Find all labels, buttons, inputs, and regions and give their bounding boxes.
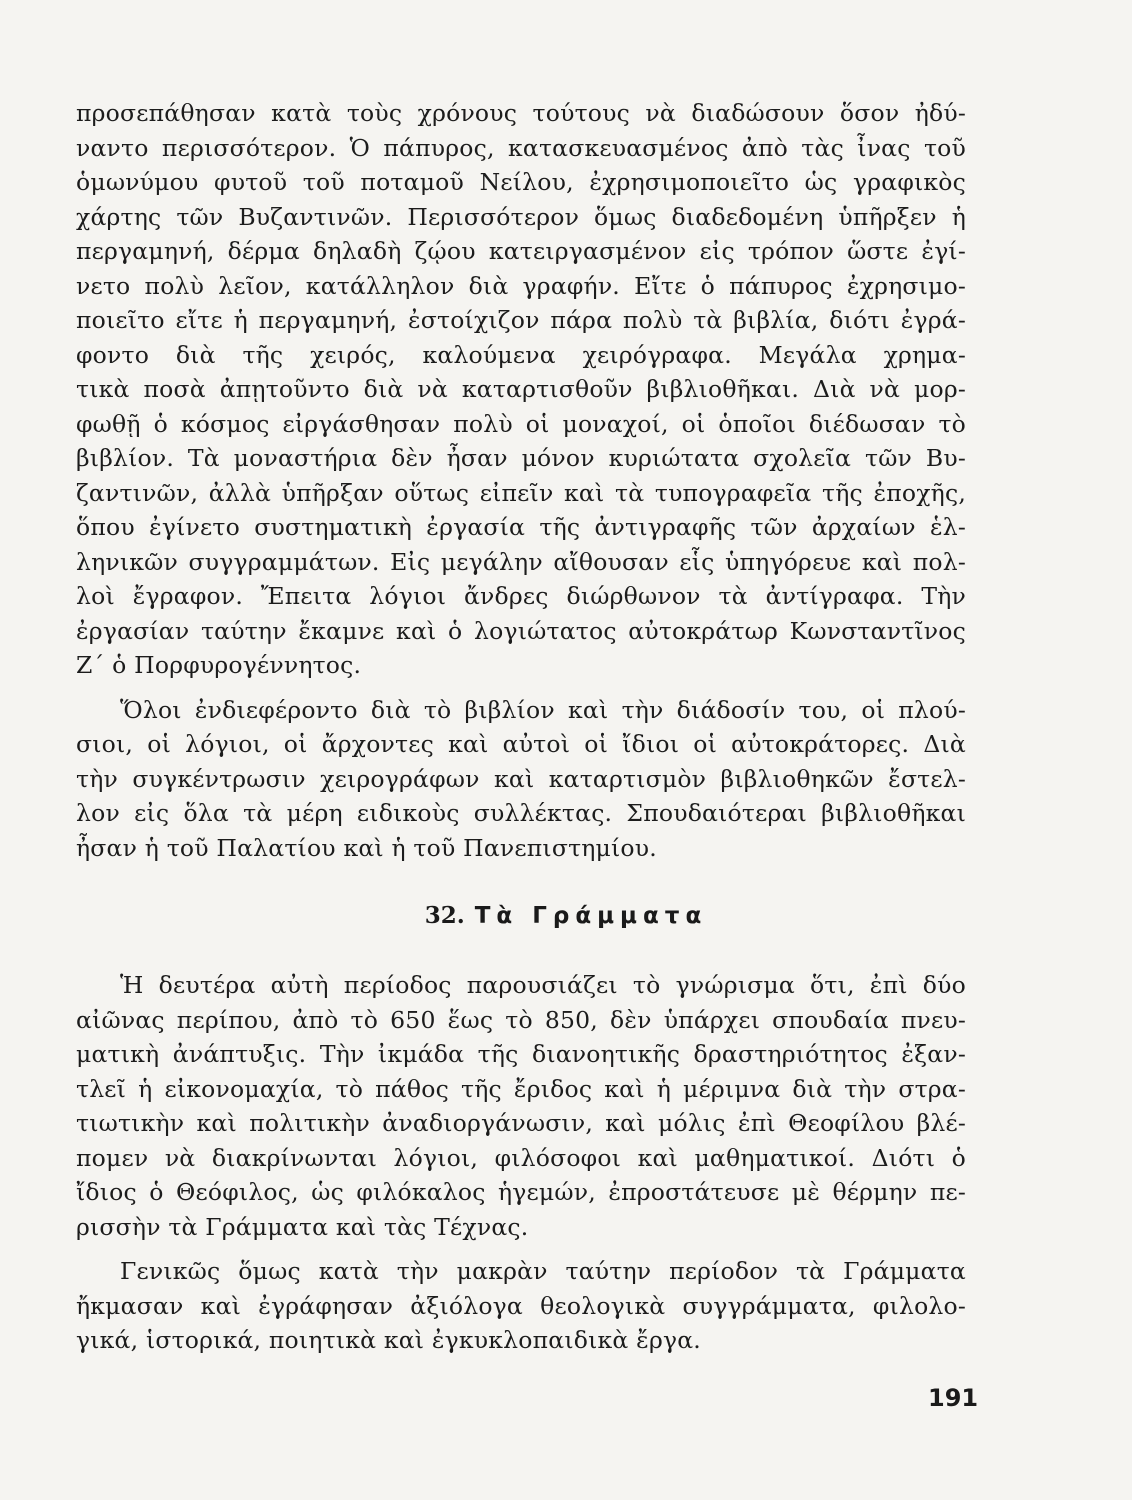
text-line: τλεῖ ἡ εἰκονομαχία, τὸ πάθος τῆς ἔριδος καὶ ἡ μέριμνα διὰ τὴν στρα- — [76, 1074, 966, 1103]
text-line: αἰῶνας περίπου, ἀπὸ τὸ 650 ἕως τὸ 850, δὲν ὑπάρχει σπουδαία πνευ- — [76, 1005, 966, 1034]
text-line: περγαμηνή, δέρμα δηλαδὴ ζῴου κατειργασμένον εἰς τρόπον ὥστε ἐγί- — [76, 237, 966, 265]
text-line: προσεπάθησαν κατὰ τοὺς χρόνους τούτους νὰ διαδώσουν ὅσον ἠδύ- — [76, 99, 966, 127]
text-line: νετο πολὺ λεῖον, κατάλληλον διὰ γραφήν. Εἴτε ὁ πάπυρος ἐχρησιμο- — [76, 271, 966, 300]
paragraph-2 — [76, 693, 966, 866]
text-line: ληνικῶν συγγραμμάτων. Εἰς μεγάλην αἴθουσαν εἷς ὑπηγόρευε καὶ πολ- — [76, 547, 966, 576]
text-line: ματικὴ ἀνάπτυξις. Τὴν ἰκμάδα τῆς διανοητικῆς δραστηριότητος ἐξαν- — [76, 1040, 966, 1068]
text-line: Ἡ δευτέρα αὐτὴ περίοδος παρουσιάζει τὸ γνώρισμα ὅτι, ἐπὶ δύο — [120, 971, 966, 999]
text-line: ἦσαν ἡ τοῦ Παλατίου καὶ ἡ τοῦ Πανεπιστημίου. — [76, 833, 657, 862]
text-line: χάρτης τῶν Βυζαντινῶν. Περισσότερον ὅμως διαδεδομένη ὑπῆρξεν ἡ — [76, 202, 966, 231]
text-line: ὅπου ἐγίνετο συστηματικὴ ἐργασία τῆς ἀντιγραφῆς τῶν ἀρχαίων ἑλ- — [76, 513, 966, 541]
text-line: τικὰ ποσὰ ἀπῃτοῦντο διὰ νὰ καταρτισθοῦν βιβλιοθῆκαι. Διὰ νὰ μορ- — [76, 375, 966, 403]
section-number: 32. — [424, 902, 465, 929]
section-title: Τὰ Γράμματα — [474, 903, 708, 929]
text-line: λον εἰς ὅλα τὰ μέρη ειδικοὺς συλλέκτας. Σπουδαιότεραι βιβλιοθῆκαι — [76, 799, 966, 827]
text-line: ζαντινῶν, ἀλλὰ ὑπῆρξαν οὕτως εἰπεῖν καὶ τὰ τυπογραφεῖα τῆς ἐποχῆς, — [76, 478, 966, 507]
text-line: ἐργασίαν ταύτην ἔκαμνε καὶ ὁ λογιώτατος αὐτοκράτωρ Κωνσταντῖνος — [76, 616, 966, 645]
text-line: πομεν νὰ διακρίνωνται λόγιοι, φιλόσοφοι καὶ μαθηματικοί. Διότι ὁ — [76, 1143, 966, 1172]
text-line: ὁμωνύμου φυτοῦ τοῦ ποταμοῦ Νείλου, ἐχρησιμοποιεῖτο ὡς γραφικὸς — [76, 168, 966, 196]
text-line: ρισσὴν τὰ Γράμματα καὶ τὰς Τέχνας. — [76, 1212, 529, 1241]
text-line: λοὶ ἔγραφον. Ἔπειτα λόγιοι ἄνδρες διώρθωνον τὰ ἀντίγραφα. Τὴν — [76, 582, 966, 610]
text-line: ἴδιος ὁ Θεόφιλος, ὡς φιλόκαλος ἡγεμών, ἐπροστάτευσε μὲ θέρμην πε- — [76, 1178, 966, 1206]
text-line: ποιεῖτο εἴτε ἡ περγαμηνή, ἐστοίχιζον πάρα πολὺ τὰ βιβλία, διότι ἐγρά- — [76, 306, 966, 334]
paragraph-1 — [76, 96, 966, 683]
text-line: σιοι, οἱ λόγιοι, οἱ ἄρχοντες καὶ αὐτοὶ οἱ ἴδιοι οἱ αὐτοκράτορες. Διὰ — [76, 730, 966, 758]
top-text-block — [76, 96, 966, 865]
text-line: Ὅλοι ἐνδιεφέροντο διὰ τὸ βιβλίον καὶ τὴν διάδοσίν του, οἱ πλού- — [120, 695, 966, 724]
text-line: ἤκμασαν καὶ ἐγράφησαν ἀξιόλογα θεολογικὰ συγγράμματα, φιλολο- — [76, 1291, 966, 1320]
text-line: Γενικῶς ὅμως κατὰ τὴν μακρὰν ταύτην περίοδον τὰ Γράμματα — [120, 1257, 966, 1285]
text-line: φοντο διὰ τῆς χειρός, καλούμενα χειρόγραφα. Μεγάλα χρημα- — [76, 340, 966, 369]
section-heading — [0, 902, 1132, 929]
paragraph-4 — [76, 1254, 966, 1358]
text-line: τιωτικὴν καὶ πολιτικὴν ἀναδιοργάνωσιν, καὶ μόλις ἐπὶ Θεοφίλου βλέ- — [76, 1109, 966, 1137]
text-line: φωθῇ ὁ κόσμος εἰργάσθησαν πολὺ οἱ μοναχοί, οἱ ὁποῖοι διέδωσαν τὸ — [76, 409, 966, 438]
text-line: τὴν συγκέντρωσιν χειρογράφων καὶ καταρτισμὸν βιβλιοθηκῶν ἔστελ- — [76, 764, 966, 793]
text-line: ναντο περισσότερον. Ὁ πάπυρος, κατασκευασμένος ἀπὸ τὰς ἶνας τοῦ — [76, 133, 966, 162]
text-line: βιβλίον. Τὰ μοναστήρια δὲν ἦσαν μόνον κυριώτατα σχολεῖα τῶν Βυ- — [76, 444, 966, 472]
bottom-text-block — [76, 968, 966, 1358]
text-line: Ζ΄ ὁ Πορφυρογέννητος. — [76, 651, 362, 679]
paragraph-3 — [76, 968, 966, 1244]
page-number: 191 — [928, 1384, 979, 1412]
text-line: γικά, ἱστορικά, ποιητικὰ καὶ ἐγκυκλοπαιδικὰ ἔργα. — [76, 1326, 701, 1354]
